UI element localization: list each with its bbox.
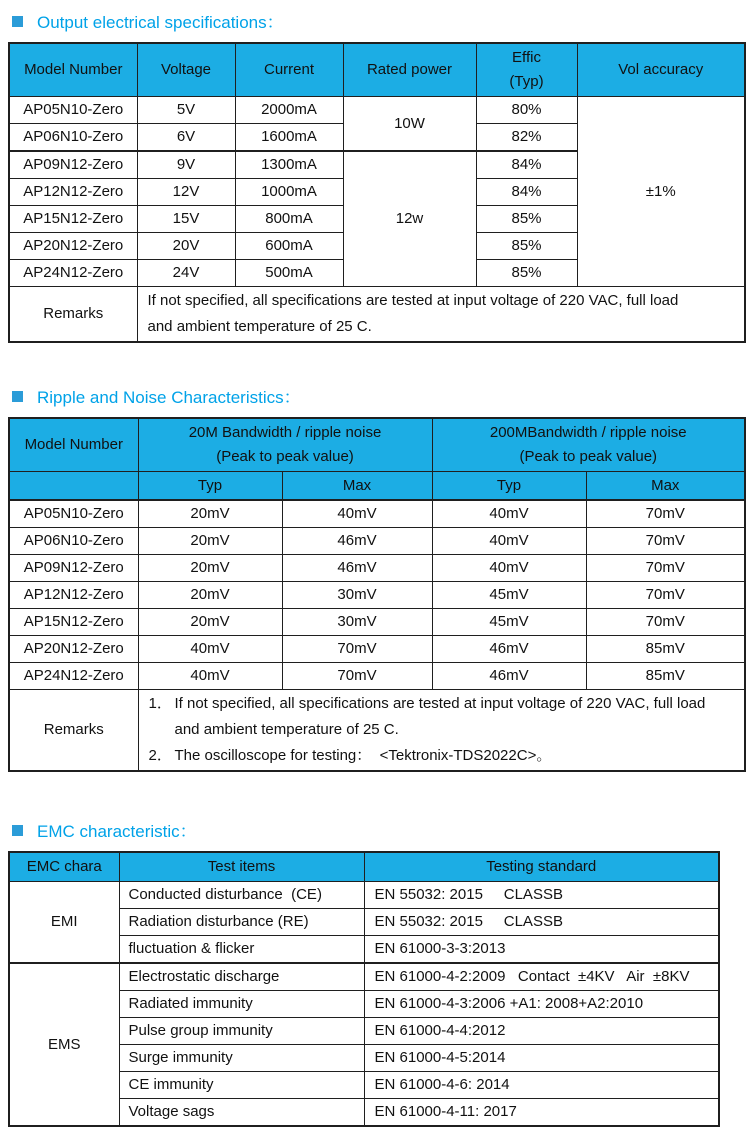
model-cell: AP09N12-Zero	[9, 555, 138, 582]
standard-cell: EN 61000-4-4:2012	[364, 1018, 719, 1045]
model-cell: AP05N10-Zero	[9, 97, 137, 124]
remarks-label: Remarks	[9, 690, 138, 772]
ripple-noise-table	[8, 417, 746, 772]
remarks-text	[138, 690, 745, 772]
standard-cell: EN 61000-4-5:2014	[364, 1045, 719, 1072]
effic-cell: 85%	[476, 233, 577, 260]
table-row	[9, 528, 745, 555]
standard-cell: EN 55032: 2015 CLASSB	[364, 882, 719, 909]
voltage-cell: 9V	[137, 151, 235, 179]
table-row	[9, 500, 745, 528]
col-header-max-20m: Max	[282, 472, 432, 501]
emc-table	[8, 851, 720, 1127]
current-cell: 2000mA	[235, 97, 343, 124]
table-header-row	[9, 852, 719, 882]
current-cell: 500mA	[235, 260, 343, 287]
effic-line2: (Typ)	[509, 73, 544, 90]
col-header-20m-group	[138, 418, 432, 472]
model-cell: AP09N12-Zero	[9, 151, 137, 179]
effic-cell: 85%	[476, 206, 577, 233]
test-item-cell: Surge immunity	[119, 1045, 364, 1072]
col-header-rated-power: Rated power	[343, 43, 476, 97]
model-cell: AP12N12-Zero	[9, 179, 137, 206]
max-20m-cell: 46mV	[282, 555, 432, 582]
remarks-line: and ambient temperature of 25 C.	[147, 318, 372, 335]
model-cell: AP20N12-Zero	[9, 636, 138, 663]
square-bullet-icon	[12, 825, 23, 836]
remark-line	[175, 691, 741, 743]
remarks-line: If not specified, all specifications are tested at input voltage of 220 VAC, full load	[147, 292, 679, 309]
table-row	[9, 97, 745, 124]
col-header-model: Model Number	[9, 418, 138, 472]
col-header-current: Current	[235, 43, 343, 97]
max-20m-cell: 70mV	[282, 636, 432, 663]
remark-line-text: and ambient temperature of 25 C.	[174, 721, 399, 738]
table-row	[9, 963, 719, 991]
standard-cell: EN 61000-4-6: 2014	[364, 1072, 719, 1099]
voltage-cell: 20V	[137, 233, 235, 260]
effic-cell: 82%	[476, 124, 577, 152]
group-header-line2: (Peak to peak value)	[519, 448, 658, 465]
remark-number: 2．	[148, 747, 172, 764]
test-item-cell: Voltage sags	[119, 1099, 364, 1127]
typ-20m-cell: 20mV	[138, 555, 282, 582]
test-item-cell: fluctuation & flicker	[119, 936, 364, 964]
max-20m-cell: 30mV	[282, 609, 432, 636]
model-cell: AP20N12-Zero	[9, 233, 137, 260]
col-header-max-200m: Max	[586, 472, 745, 501]
square-bullet-icon	[12, 16, 23, 27]
typ-200m-cell: 40mV	[432, 528, 586, 555]
col-header-typ-200m: Typ	[432, 472, 586, 501]
rated-power-10w-cell: 10W	[343, 97, 476, 152]
standard-cell: EN 61000-4-11: 2017	[364, 1099, 719, 1127]
typ-20m-cell: 20mV	[138, 582, 282, 609]
col-header-testing-standard: Testing standard	[364, 852, 719, 882]
test-item-cell: Pulse group immunity	[119, 1018, 364, 1045]
typ-200m-cell: 45mV	[432, 609, 586, 636]
model-cell: AP24N12-Zero	[9, 260, 137, 287]
model-cell: AP06N10-Zero	[9, 124, 137, 152]
col-header-vol-accuracy: Vol accuracy	[577, 43, 745, 97]
current-cell: 1600mA	[235, 124, 343, 152]
col-header-typ-20m: Typ	[138, 472, 282, 501]
col-header-effic	[476, 43, 577, 97]
section-title: Output electrical specifications：	[37, 13, 284, 32]
col-header-voltage: Voltage	[137, 43, 235, 97]
max-20m-cell: 30mV	[282, 582, 432, 609]
group-header-line2: (Peak to peak value)	[216, 448, 354, 465]
typ-200m-cell: 46mV	[432, 636, 586, 663]
section-title: Ripple and Noise Characteristics：	[37, 388, 301, 407]
vol-accuracy-cell: ±1%	[577, 97, 745, 287]
model-cell: AP06N10-Zero	[9, 528, 138, 555]
section-heading-emc	[10, 817, 744, 842]
test-item-cell: Electrostatic discharge	[119, 963, 364, 991]
ems-group-cell: EMS	[9, 963, 119, 1126]
max-200m-cell: 70mV	[586, 582, 745, 609]
model-cell: AP24N12-Zero	[9, 663, 138, 690]
table-row	[9, 582, 745, 609]
max-20m-cell: 46mV	[282, 528, 432, 555]
max-200m-cell: 85mV	[586, 636, 745, 663]
col-header-200m-group	[432, 418, 745, 472]
table-row	[9, 882, 719, 909]
typ-20m-cell: 40mV	[138, 636, 282, 663]
table-row	[9, 663, 745, 690]
standard-cell: EN 55032: 2015 CLASSB	[364, 909, 719, 936]
voltage-cell: 24V	[137, 260, 235, 287]
col-header-model: Model Number	[9, 43, 137, 97]
current-cell: 1000mA	[235, 179, 343, 206]
group-header-line1: 200MBandwidth / ripple noise	[489, 424, 687, 441]
effic-cell: 85%	[476, 260, 577, 287]
typ-200m-cell: 46mV	[432, 663, 586, 690]
test-item-cell: Conducted disturbance (CE)	[119, 882, 364, 909]
test-item-cell: Radiation disturbance (RE)	[119, 909, 364, 936]
model-cell: AP05N10-Zero	[9, 500, 138, 528]
max-200m-cell: 70mV	[586, 609, 745, 636]
standard-cell: EN 61000-4-2:2009 Contact ±4KV Air ±8KV	[364, 963, 719, 991]
voltage-cell: 15V	[137, 206, 235, 233]
col-header-test-items: Test items	[119, 852, 364, 882]
output-specs-table	[8, 42, 746, 343]
remarks-label: Remarks	[9, 287, 137, 343]
section-title: EMC characteristic：	[37, 822, 197, 841]
typ-20m-cell: 20mV	[138, 500, 282, 528]
remark-item	[139, 743, 741, 769]
max-200m-cell: 85mV	[586, 663, 745, 690]
effic-line1: Effic	[512, 49, 541, 66]
section-heading-output-specs	[10, 8, 744, 33]
max-200m-cell: 70mV	[586, 528, 745, 555]
max-200m-cell: 70mV	[586, 555, 745, 582]
empty-header-cell	[9, 472, 138, 501]
remark-line-text: If not specified, all specifications are tested at input voltage of 220 VAC, full load	[174, 695, 706, 712]
table-row	[9, 555, 745, 582]
model-cell: AP15N12-Zero	[9, 609, 138, 636]
test-item-cell: CE immunity	[119, 1072, 364, 1099]
voltage-cell: 6V	[137, 124, 235, 152]
model-cell: AP15N12-Zero	[9, 206, 137, 233]
section-heading-ripple-noise	[10, 383, 744, 408]
remark-number: 1．	[148, 695, 172, 712]
current-cell: 800mA	[235, 206, 343, 233]
effic-cell: 80%	[476, 97, 577, 124]
table-row	[9, 636, 745, 663]
remark-item	[139, 691, 741, 743]
effic-cell: 84%	[476, 179, 577, 206]
remarks-row	[9, 690, 745, 772]
typ-200m-cell: 40mV	[432, 500, 586, 528]
table-header-row	[9, 43, 745, 97]
voltage-cell: 5V	[137, 97, 235, 124]
voltage-cell: 12V	[137, 179, 235, 206]
test-item-cell: Radiated immunity	[119, 991, 364, 1018]
typ-20m-cell: 40mV	[138, 663, 282, 690]
standard-cell: EN 61000-4-3:2006 +A1: 2008+A2:2010	[364, 991, 719, 1018]
group-header-line1: 20M Bandwidth / ripple noise	[188, 424, 382, 441]
current-cell: 600mA	[235, 233, 343, 260]
remark-line-text: The oscilloscope for testing： <Tektronix-TDS2022C>。	[174, 747, 552, 764]
col-header-emc-chara: EMC chara	[9, 852, 119, 882]
table-row	[9, 609, 745, 636]
max-20m-cell: 70mV	[282, 663, 432, 690]
typ-20m-cell: 20mV	[138, 528, 282, 555]
current-cell: 1300mA	[235, 151, 343, 179]
model-cell: AP12N12-Zero	[9, 582, 138, 609]
typ-200m-cell: 45mV	[432, 582, 586, 609]
max-200m-cell: 70mV	[586, 500, 745, 528]
remarks-row	[9, 287, 745, 343]
table-header-row	[9, 418, 745, 472]
rated-power-12w-cell: 12w	[343, 151, 476, 287]
typ-20m-cell: 20mV	[138, 609, 282, 636]
standard-cell: EN 61000-3-3:2013	[364, 936, 719, 964]
typ-200m-cell: 40mV	[432, 555, 586, 582]
table-subheader-row	[9, 472, 745, 501]
max-20m-cell: 40mV	[282, 500, 432, 528]
remarks-text	[137, 287, 745, 343]
square-bullet-icon	[12, 391, 23, 402]
emi-group-cell: EMI	[9, 882, 119, 964]
effic-cell: 84%	[476, 151, 577, 179]
